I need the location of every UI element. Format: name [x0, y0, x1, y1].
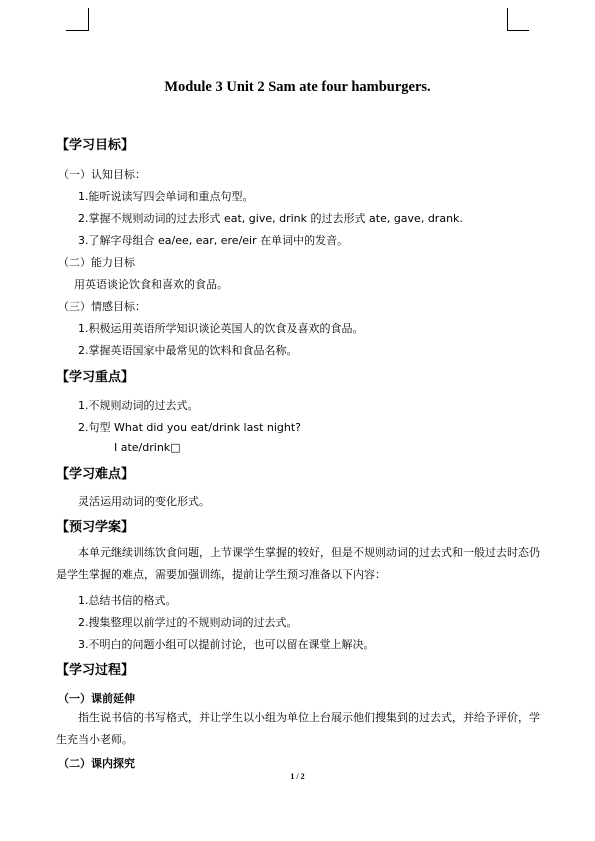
emotion-item-1: 1.积极运用英语所学知识谈论英国人的饮食及喜欢的食品。: [78, 322, 364, 335]
pre-class-paragraph: 指生说书信的书写格式，并让学生以小组为单位上台展示他们搜集到的过去式，并给予评价，学生充当小老师。: [56, 711, 540, 746]
label-emotion-objectives: （三）情感目标：: [58, 300, 146, 313]
corner-mark-top-left-horizontal: [66, 30, 88, 31]
document-title: Module 3 Unit 2 Sam ate four hamburgers.: [164, 79, 431, 95]
label-cognitive-objectives: （一）认知目标：: [58, 168, 146, 181]
cognitive-item-2: 2.掌握不规则动词的过去形式 eat, give, drink 的过去形式 ate, gave, drank.: [78, 212, 463, 225]
corner-mark-top-right-horizontal: [507, 30, 529, 31]
cognitive-item-1: 1.能听说读写四会单词和重点句型。: [78, 190, 254, 203]
preview-item-2: 2.搜集整理以前学过的不规则动词的过去式。: [78, 616, 298, 629]
corner-mark-top-left-vertical: [88, 8, 89, 31]
key-point-sentence-pattern: I ate/drink□: [114, 441, 181, 454]
key-point-item-1: 1.不规则动词的过去式。: [78, 399, 199, 412]
label-in-class: （二）课内探究: [58, 757, 135, 770]
page-number: 1 / 2: [290, 772, 305, 781]
key-point-item-2: 2.句型 What did you eat/drink last night?: [78, 421, 302, 434]
heading-process: 【学习过程】: [56, 663, 135, 678]
difficulty-item-1: 灵活运用动词的变化形式。: [78, 495, 210, 508]
cognitive-item-3: 3.了解字母组合 ea/ee, ear, ere/eir 在单词中的发音。: [78, 234, 349, 247]
heading-objectives: 【学习目标】: [56, 138, 135, 153]
label-pre-class: （一）课前延伸: [58, 692, 135, 705]
preview-paragraph: 本单元继续训练饮食问题，上节课学生掌握的较好，但是不规则动词的过去式和一般过去时态仍是学生掌握的难点，需要加强训练，提前让学生预习准备以下内容：: [56, 546, 540, 581]
corner-mark-top-right-vertical: [507, 8, 508, 31]
preview-item-1: 1.总结书信的格式。: [78, 594, 177, 607]
emotion-item-2: 2.掌握英语国家中最常见的饮料和食品名称。: [78, 344, 298, 357]
ability-item-1: 用英语谈论饮食和喜欢的食品。: [74, 278, 228, 291]
label-ability-objectives: （二）能力目标: [58, 256, 135, 269]
preview-item-3: 3.不明白的问题小组可以提前讨论，也可以留在课堂上解决。: [78, 638, 375, 651]
heading-difficulties: 【学习难点】: [56, 467, 135, 482]
heading-preview: 【预习学案】: [56, 520, 135, 535]
heading-key-points: 【学习重点】: [56, 370, 135, 385]
